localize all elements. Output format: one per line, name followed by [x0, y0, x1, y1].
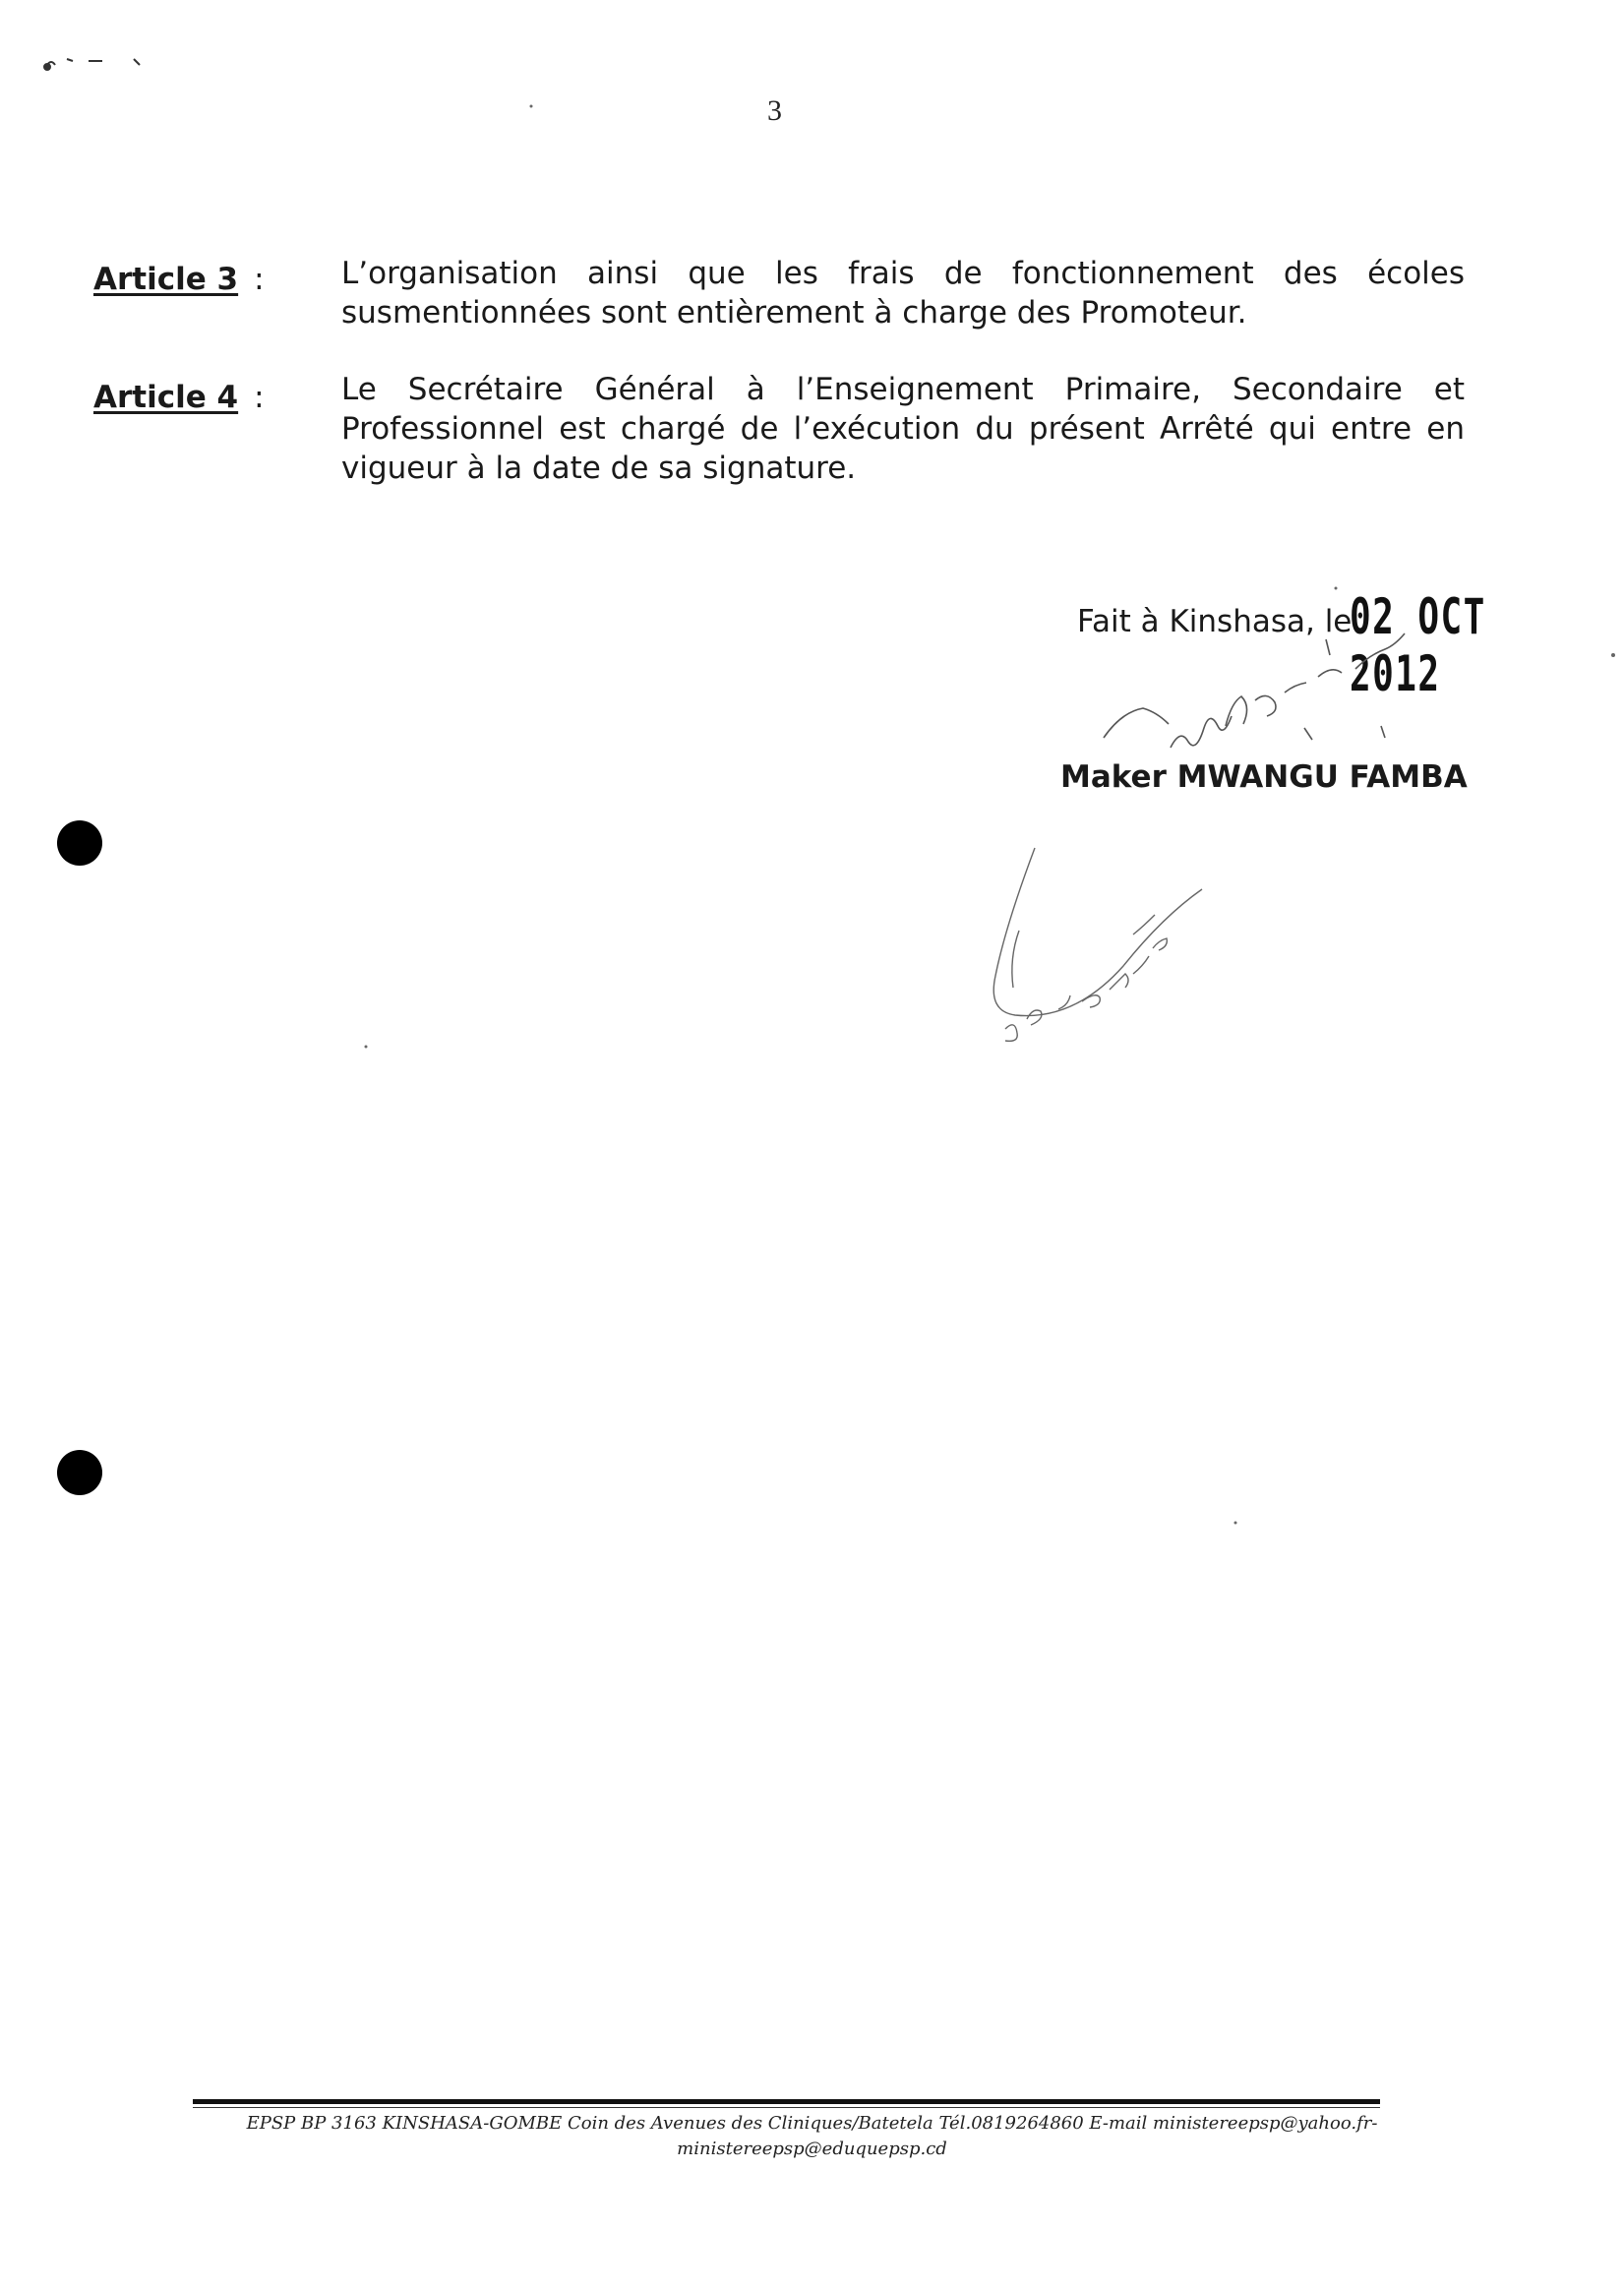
footer-email: ministereepsp@eduquepsp.cd	[677, 2139, 947, 2159]
article-3-label-text: Article 3	[93, 262, 239, 297]
article-4-label-text: Article 4	[93, 380, 239, 415]
handwritten-paraph	[993, 848, 1202, 1041]
place-and-date-prefix: Fait à Kinshasa, le	[1077, 604, 1353, 639]
article-3-text: L’organisation ainsi que les frais de fonctionnement des écoles susmentionnées sont entièrement à charge des Promoteur.	[341, 256, 1465, 331]
article-3-separator: :	[254, 262, 265, 297]
punch-hole	[57, 820, 102, 866]
footer-address: EPSP BP 3163 KINSHASA-GOMBE Coin des Avenues des Cliniques/Batetela Tél.0819264860 E-mail ministereepsp@yahoo.fr-	[246, 2113, 1378, 2134]
scan-specks	[44, 59, 140, 70]
footer-rule-thin	[193, 2107, 1380, 2108]
punch-hole	[57, 1450, 102, 1495]
signer-name: Maker MWANGU FAMBA	[1060, 759, 1468, 795]
article-4-text: Le Secrétaire Général à l’Enseignement Primaire, Secondaire et Professionnel est chargé de l’exécution du présent Arrêté qui entre en vigueur à la date de sa signature.	[341, 372, 1465, 486]
footer-rule	[193, 2099, 1380, 2104]
signature-scribble	[1104, 633, 1405, 748]
date-stamp: 02 OCT 2012	[1350, 588, 1486, 702]
stray-marks	[365, 105, 1616, 1525]
page-number: 3	[767, 94, 782, 127]
article-4-separator: :	[254, 380, 265, 415]
